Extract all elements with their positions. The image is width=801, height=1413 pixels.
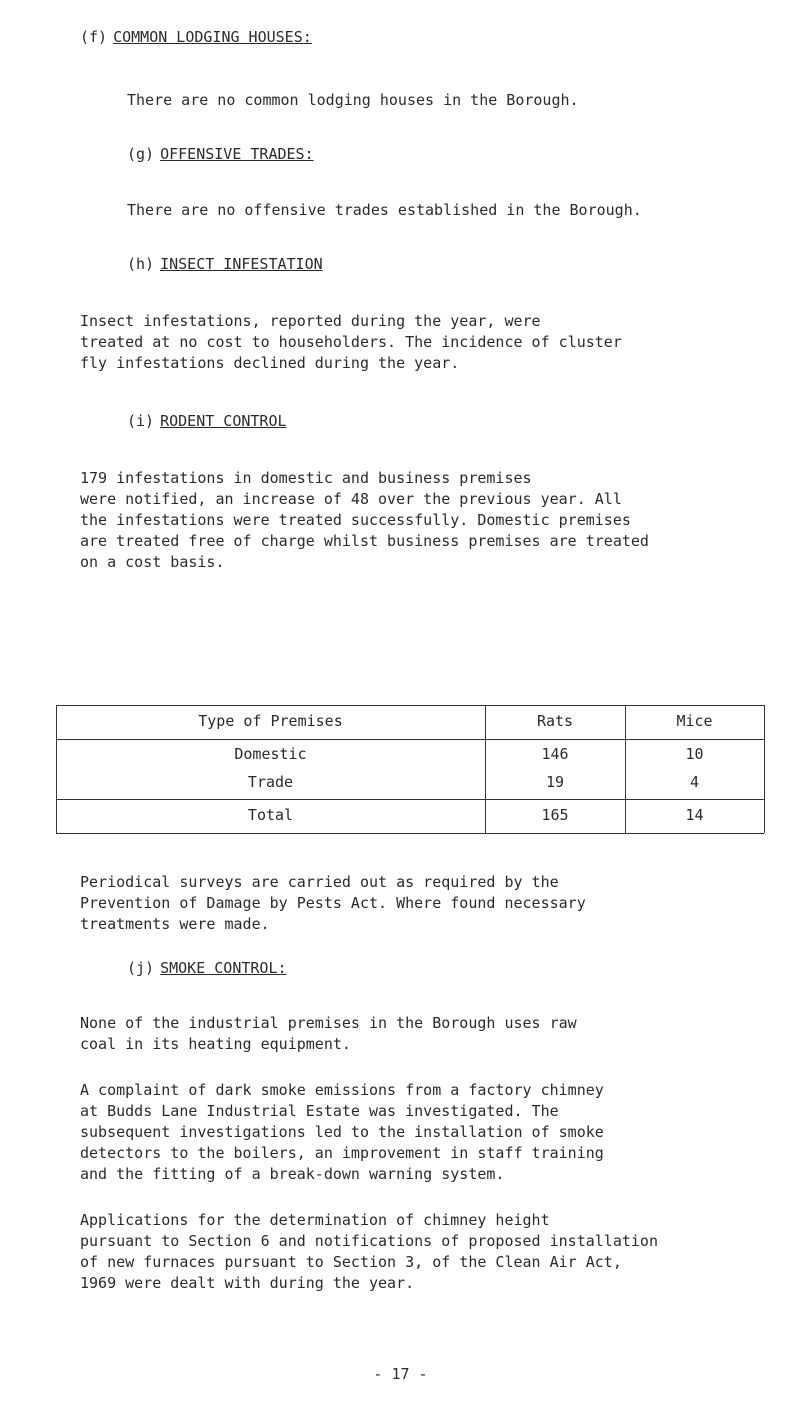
table-header-mice: Mice xyxy=(676,712,713,730)
section-number: (i) xyxy=(127,412,155,430)
surveys-text: Periodical surveys are carried out as required by the Prevention of Damage by Pests Act. Where found necessary treatments were made. xyxy=(80,873,586,933)
table-total-rats: 165 xyxy=(541,806,569,824)
table-rule xyxy=(764,705,765,833)
table-rule xyxy=(56,705,764,706)
table-cell-mice: 4 xyxy=(689,773,700,791)
table-total-label: Total xyxy=(247,806,294,824)
section-number: (f) xyxy=(80,28,108,46)
table-cell-rats: 19 xyxy=(545,773,565,791)
section-title: OFFENSIVE TRADES: xyxy=(160,145,314,163)
section-i-heading xyxy=(127,412,287,430)
section-f-heading xyxy=(80,28,312,46)
section-j-text-2: A complaint of dark smoke emissions from a factory chimney at Budds Lane Industrial Estate was investigated. The subsequent investigations led to the installation of smoke detectors to the boilers, an improvement in staff training and the fitting of a break-down warning system. xyxy=(80,1081,604,1183)
table-header-type: Type of Premises xyxy=(198,712,343,730)
section-h-heading xyxy=(127,255,323,273)
table-cell-rats: 146 xyxy=(541,745,569,763)
page-number: - 17 - xyxy=(373,1365,428,1383)
table-header-rats: Rats xyxy=(536,712,574,730)
section-j-heading xyxy=(127,959,287,977)
table-rule xyxy=(56,799,764,800)
table-cell-type: Domestic xyxy=(234,745,307,763)
section-title: SMOKE CONTROL: xyxy=(160,959,287,977)
section-i-text: 179 infestations in domestic and business premises were notified, an increase of 48 over the previous year. All the infestations were treated successfully. Domestic premises are treated free of charge whilst business premises are treated on a cost basis. xyxy=(80,469,649,571)
section-j-text-1: None of the industrial premises in the Borough uses raw coal in its heating equipment. xyxy=(80,1014,577,1053)
section-f-text: There are no common lodging houses in the Borough. xyxy=(127,91,579,109)
section-number: (h) xyxy=(127,255,155,273)
section-title: RODENT CONTROL xyxy=(160,412,287,430)
section-g-heading xyxy=(127,145,314,163)
table-rule xyxy=(56,833,764,834)
section-title: INSECT INFESTATION xyxy=(160,255,323,273)
section-number: (j) xyxy=(127,959,155,977)
table-cell-type: Trade xyxy=(247,773,294,791)
section-g-text: There are no offensive trades established in the Borough. xyxy=(127,201,642,219)
section-h-text: Insect infestations, reported during the year, were treated at no cost to householders. The incidence of cluster fly infestations declined during the year. xyxy=(80,312,622,372)
section-title: COMMON LODGING HOUSES: xyxy=(113,28,312,46)
table-rule xyxy=(56,739,764,740)
section-number: (g) xyxy=(127,145,155,163)
table-total-mice: 14 xyxy=(685,806,704,824)
section-j-text-3: Applications for the determination of chimney height pursuant to Section 6 and notifications of proposed installation of new furnaces pursuant to Section 3, of the Clean Air Act, 1969 were dealt with during the year. xyxy=(80,1211,658,1292)
table-cell-mice: 10 xyxy=(685,745,704,763)
